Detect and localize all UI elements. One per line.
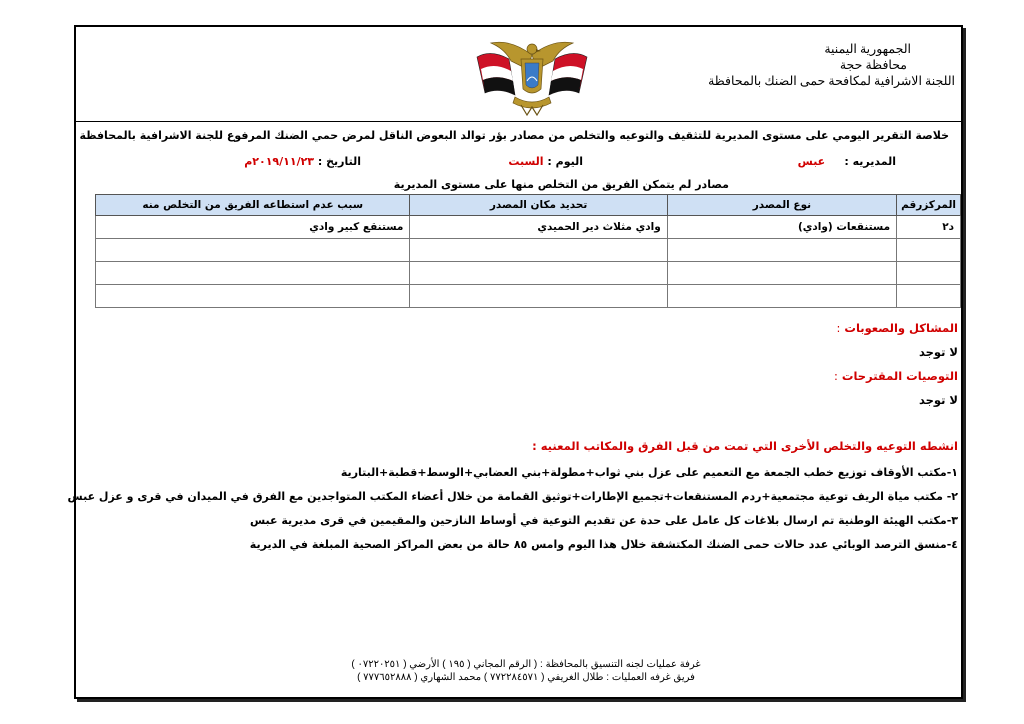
table-cell [667,262,896,285]
table-cell [96,239,410,262]
problems-heading [837,321,958,335]
committee-name: اللجنة الاشرافية لمكافحة حمى الضنك بالمحافظة [708,74,955,88]
yemen-eagle-emblem-icon [471,35,593,119]
table-row [96,262,961,285]
document-frame [67,25,963,699]
day-value: السبت [508,155,544,168]
problems-colon: : [836,321,841,335]
governorate-name: محافظة حجة [839,58,907,72]
country-name: الجمهورية اليمنية [824,42,911,56]
table-cell: مستنقع كبير وادي [96,216,410,239]
district-value: عبس [797,155,826,168]
activities-heading: انشطه التوعيه والتخلص الأخرى التي تمت من قبل الفرق والمكاتب المعنيه : [532,439,958,453]
table-row [96,239,961,262]
district-label: المديريه : [844,155,896,168]
table-caption: مصادر لم يتمكن الفريق من التخلص منها على مستوى المديرية [393,178,729,191]
list-item: ٤-منسق الترصد الوبائي عدد حالات حمى الضنك المكتشفة خلال هذا اليوم وامس ٨٥ حالة من بعض المراكز الصحية المبلغة في الديرية [249,538,958,551]
table-row [96,285,961,308]
table-cell [667,239,896,262]
report-title: خلاصة التقرير اليومي على مستوى المديرية للتثقيف والتوعيه والتخلص من مصادر بؤر توالد البعوض الناقل لمرض حمي الضنك المرفوع للجنة الاشرافية بالمحافظة [79,129,949,142]
date-label: التاريخ : [317,155,361,168]
day-field [508,155,583,168]
activities-list [68,463,958,559]
ops-team-line: فريق غرفه العمليات : طلال الغريفي ( ٧٧٢٢٨٤٥٧١ ) محمد الشهاري ( ٧٧٧٦٥٢٨٨٨ ) [357,672,695,683]
list-item: ٣-مكتب الهيئة الوطنية تم ارسال بلاغات كل عامل على حدة عن تقديم التوعية في أوساط النازحين والمقيمين في قرى مديرية عبس [249,514,958,527]
letterhead [708,41,955,89]
table-cell: د٢ [897,216,961,239]
problems-heading-text: المشاكل والصعوبات [844,321,958,335]
table-row [96,216,961,239]
table-header-row [96,195,961,216]
ops-room-line: غرفة عمليات لجنه التنسيق بالمحافظة : ( الرقم المجاني ( ١٩٥ ) الأرضي ( ٠٧٢٢٠٢٥١ ) [351,659,701,670]
table-cell [667,285,896,308]
list-item: ٢- مكتب مياة الريف توعية مجتمعية+ردم المستنقعات+تجميع الإطارات+توثيق القمامة من خلال أعضاء المكتب المتواجدين مع الفرق في الميدان في قرى و عزل عبس [67,490,958,503]
table-cell [897,239,961,262]
date-field [244,155,361,168]
col-header-source-location: تحديد مكان المصدر [410,195,667,216]
recommendations-heading-text: التوصيات المقترحات [841,369,958,383]
table-cell [897,285,961,308]
col-header-center-number: المركزرقم [897,195,961,216]
table-cell [410,285,667,308]
table-cell: وادي مثلاث دير الحميدي [410,216,667,239]
sources-table [95,194,961,308]
day-label: اليوم : [547,155,583,168]
table-cell [410,262,667,285]
date-value: ٢٠١٩/١١/٢٣م [244,155,315,168]
recommendations-heading [834,369,958,383]
district-field [798,155,896,168]
list-item: ١-مكتب الأوقاف توزيع خطب الجمعة مع التعميم على عزل بني ثواب+مطولة+بني العضابي+الوسط+قطبة+البتارية [340,466,958,479]
table-cell [897,262,961,285]
recommendations-colon: : [834,369,838,383]
table-cell [410,239,667,262]
table-cell [96,262,410,285]
problems-body: لا توجد [918,345,958,359]
recommendations-body: لا توجد [918,393,958,407]
header-divider [76,121,961,122]
table-cell [96,285,410,308]
footer-contacts [346,658,706,684]
col-header-reason: سبب عدم استطاعه الفريق من التخلص منه [96,195,410,216]
col-header-source-type: نوع المصدر [667,195,896,216]
table-cell: مستنقعات (وادي) [667,216,896,239]
